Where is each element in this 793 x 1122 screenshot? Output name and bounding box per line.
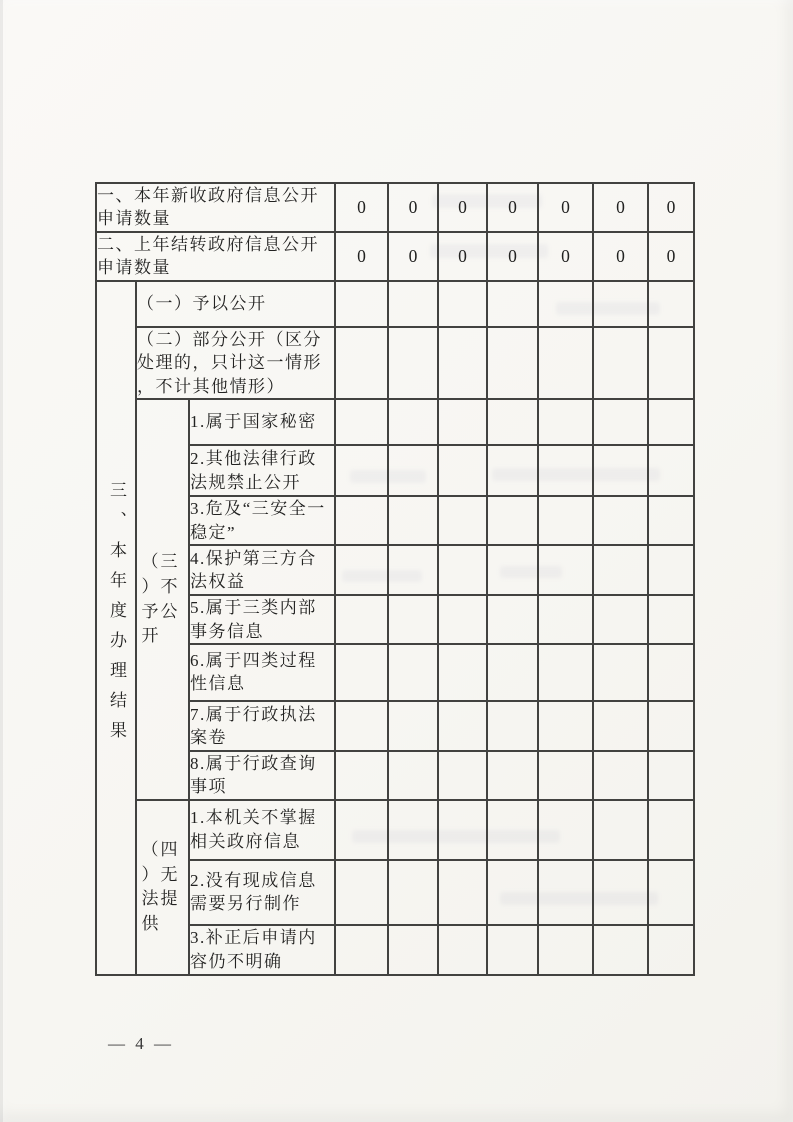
sub-item-label: 5.属于三类内部事务信息 <box>189 595 335 644</box>
empty-value-cell <box>335 399 388 445</box>
empty-value-cell <box>648 800 694 860</box>
empty-value-cell <box>388 545 438 595</box>
section-cell-annual-results <box>96 281 136 975</box>
empty-value-cell <box>487 860 538 925</box>
empty-value-cell <box>438 545 487 595</box>
table-row <box>96 232 694 281</box>
empty-value-cell <box>538 644 593 701</box>
empty-value-cell <box>388 281 438 327</box>
sub-item-label: 7.属于行政执法案卷 <box>189 701 335 751</box>
empty-value-cell <box>593 327 648 399</box>
sub-item-label: 2.没有现成信息需要另行制作 <box>189 860 335 925</box>
empty-value-cell <box>538 800 593 860</box>
sub-item-label: 4.保护第三方合法权益 <box>189 545 335 595</box>
empty-value-cell <box>438 496 487 545</box>
empty-value-cell <box>438 925 487 975</box>
empty-value-cell <box>593 644 648 701</box>
empty-value-cell <box>487 644 538 701</box>
row-label-carried-over-applications: 二、上年结转政府信息公开申请数量 <box>96 232 335 281</box>
empty-value-cell <box>438 595 487 644</box>
empty-value-cell <box>487 595 538 644</box>
table-row <box>96 281 694 327</box>
empty-value-cell <box>648 327 694 399</box>
empty-value-cell <box>538 595 593 644</box>
value-cell: 0 <box>593 232 648 281</box>
empty-value-cell <box>648 445 694 496</box>
group-cell-unable-to-provide <box>136 800 189 975</box>
empty-value-cell <box>538 925 593 975</box>
empty-value-cell <box>487 496 538 545</box>
empty-value-cell <box>487 327 538 399</box>
sub-item-label: 3.补正后申请内容仍不明确 <box>189 925 335 975</box>
empty-value-cell <box>335 751 388 800</box>
empty-value-cell <box>335 644 388 701</box>
empty-value-cell <box>335 701 388 751</box>
empty-value-cell <box>438 327 487 399</box>
empty-value-cell <box>388 800 438 860</box>
empty-value-cell <box>438 281 487 327</box>
empty-value-cell <box>487 399 538 445</box>
row-label-new-applications: 一、本年新收政府信息公开申请数量 <box>96 183 335 232</box>
value-cell: 0 <box>335 232 388 281</box>
empty-value-cell <box>648 751 694 800</box>
sub-item-label: 1.属于国家秘密 <box>189 399 335 445</box>
empty-value-cell <box>593 399 648 445</box>
value-cell: 0 <box>388 183 438 232</box>
empty-value-cell <box>593 860 648 925</box>
empty-value-cell <box>438 751 487 800</box>
empty-value-cell <box>538 496 593 545</box>
empty-value-cell <box>593 545 648 595</box>
empty-value-cell <box>648 545 694 595</box>
empty-value-cell <box>593 496 648 545</box>
empty-value-cell <box>487 545 538 595</box>
scan-edge-shadow <box>0 0 3 1122</box>
empty-value-cell <box>538 751 593 800</box>
empty-value-cell <box>648 496 694 545</box>
empty-value-cell <box>335 496 388 545</box>
empty-value-cell <box>388 595 438 644</box>
empty-value-cell <box>388 925 438 975</box>
group-header-unable-to-provide: （四）无法提供 <box>141 840 180 934</box>
empty-value-cell <box>593 751 648 800</box>
sub-item-label: 3.危及“三安全一稳定” <box>189 496 335 545</box>
table-row <box>96 800 694 860</box>
empty-value-cell <box>438 445 487 496</box>
empty-value-cell <box>538 545 593 595</box>
empty-value-cell <box>487 281 538 327</box>
sub-item-label: 6.属于四类过程性信息 <box>189 644 335 701</box>
empty-value-cell <box>487 701 538 751</box>
sub-item-label: 2.其他法律行政法规禁止公开 <box>189 445 335 496</box>
value-cell: 0 <box>538 232 593 281</box>
table-row <box>96 399 694 445</box>
empty-value-cell <box>335 281 388 327</box>
empty-value-cell <box>438 399 487 445</box>
group-header-not-disclosed: （三）不予公开 <box>141 552 180 646</box>
empty-value-cell <box>388 496 438 545</box>
empty-value-cell <box>487 445 538 496</box>
empty-value-cell <box>335 327 388 399</box>
empty-value-cell <box>438 860 487 925</box>
sub-item-label: 8.属于行政查询事项 <box>189 751 335 800</box>
empty-value-cell <box>335 925 388 975</box>
value-cell: 0 <box>335 183 388 232</box>
empty-value-cell <box>388 399 438 445</box>
table-row <box>96 183 694 232</box>
empty-value-cell <box>648 644 694 701</box>
empty-value-cell <box>388 327 438 399</box>
group-cell-not-disclosed <box>136 399 189 800</box>
empty-value-cell <box>388 644 438 701</box>
empty-value-cell <box>648 595 694 644</box>
value-cell: 0 <box>648 232 694 281</box>
table-row <box>96 327 694 399</box>
empty-value-cell <box>487 800 538 860</box>
empty-value-cell <box>648 399 694 445</box>
value-cell: 0 <box>487 232 538 281</box>
sub-item-label: 1.本机关不掌握相关政府信息 <box>189 800 335 860</box>
empty-value-cell <box>648 860 694 925</box>
empty-value-cell <box>593 925 648 975</box>
empty-value-cell <box>388 751 438 800</box>
empty-value-cell <box>648 701 694 751</box>
empty-value-cell <box>538 399 593 445</box>
empty-value-cell <box>487 925 538 975</box>
section-header-annual-results: 三、本年度办理结果 <box>107 481 126 752</box>
empty-value-cell <box>538 860 593 925</box>
disclosure-report-table <box>95 182 695 976</box>
empty-value-cell <box>388 445 438 496</box>
empty-value-cell <box>648 281 694 327</box>
empty-value-cell <box>438 644 487 701</box>
empty-value-cell <box>335 545 388 595</box>
empty-value-cell <box>648 925 694 975</box>
empty-value-cell <box>593 701 648 751</box>
value-cell: 0 <box>487 183 538 232</box>
empty-value-cell <box>438 701 487 751</box>
empty-value-cell <box>593 445 648 496</box>
empty-value-cell <box>335 445 388 496</box>
value-cell: 0 <box>538 183 593 232</box>
empty-value-cell <box>335 860 388 925</box>
empty-value-cell <box>335 800 388 860</box>
empty-value-cell <box>538 281 593 327</box>
value-cell: 0 <box>388 232 438 281</box>
empty-value-cell <box>538 327 593 399</box>
empty-value-cell <box>487 751 538 800</box>
empty-value-cell <box>593 595 648 644</box>
empty-value-cell <box>593 800 648 860</box>
row-label-disclosed: （一）予以公开 <box>136 281 335 327</box>
empty-value-cell <box>438 800 487 860</box>
value-cell: 0 <box>648 183 694 232</box>
row-label-partially-disclosed: （二）部分公开（区分处理的，只计这一情形，不计其他情形） <box>136 327 335 399</box>
value-cell: 0 <box>593 183 648 232</box>
empty-value-cell <box>388 860 438 925</box>
empty-value-cell <box>335 595 388 644</box>
empty-value-cell <box>538 701 593 751</box>
value-cell: 0 <box>438 183 487 232</box>
empty-value-cell <box>538 445 593 496</box>
empty-value-cell <box>593 281 648 327</box>
empty-value-cell <box>388 701 438 751</box>
page-number: — 4 — <box>108 1034 174 1053</box>
value-cell: 0 <box>438 232 487 281</box>
